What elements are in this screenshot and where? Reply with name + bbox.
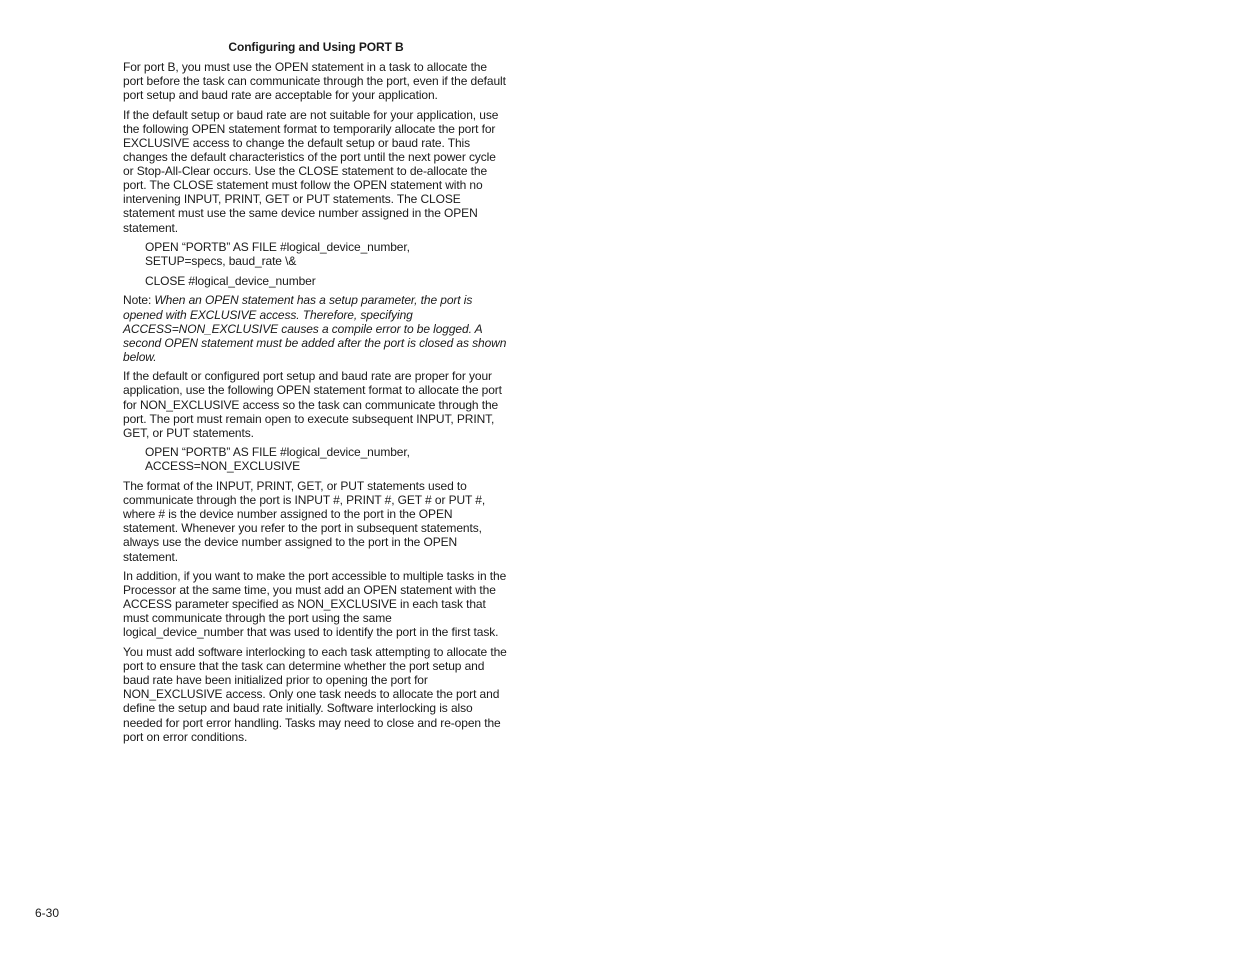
paragraph-portb-intro: For port B, you must use the OPEN statement in a task to allocate the port before the task can communicate through the port, even if the default port setup and baud rate are acceptable for your application.	[123, 60, 506, 103]
paragraph-software-interlocking: You must add software interlocking to each task attempting to allocate the port to ensure that the task can determine whether the port setup and baud rate have been initialized prior to opening the port for NON_EXCLUSIVE access. Only one task needs to allocate the port and define the setup and baud rate initially. Software interlocking is also needed for port error handling. Tasks may need to close and re-open the port on error conditions.	[123, 645, 507, 744]
paragraph-statement-format: The format of the INPUT, PRINT, GET, or PUT statements used to communicate through the port is INPUT #, PRINT #, GET # or PUT #, where # is the device number assigned to the port in the OPEN statement. Whenever you refer to the port in subsequent statements, always use the device number assigned to the port in the OPEN statement.	[123, 479, 486, 564]
note-label: Note:	[123, 293, 155, 308]
code-line: OPEN “PORTB” AS FILE #logical_device_number,	[145, 240, 410, 255]
page-number: 6-30	[35, 906, 60, 920]
section-heading: Configuring and Using PORT B	[228, 40, 404, 54]
code-open-nonexclusive	[145, 445, 509, 473]
code-line: ACCESS=NON_EXCLUSIVE	[145, 459, 301, 474]
paragraph-multiple-tasks: In addition, if you want to make the port accessible to multiple tasks in the Processor at the same time, you must add an OPEN statement with the ACCESS parameter specified as NON_EXCLUSIVE in each task that must communicate through the port using the same logical_device_number that was used to identify the port in the first task.	[123, 569, 507, 640]
paragraph-exclusive-access: If the default setup or baud rate are not suitable for your application, use the following OPEN statement format to temporarily allocate the port for EXCLUSIVE access to change the default setup or baud rate. This changes the default characteristics of the port until the next power cycle or Stop-All-Clear occurs. Use the CLOSE statement to de-allocate the port. The CLOSE statement must follow the OPEN statement with no intervening INPUT, PRINT, GET or PUT statements. The CLOSE statement must use the same device number assigned in the OPEN statement.	[123, 107, 499, 235]
note-paragraph	[123, 293, 509, 363]
code-line: SETUP=specs, baud_rate \&	[145, 254, 297, 269]
code-line: CLOSE #logical_device_number	[145, 273, 316, 288]
note-text: When an OPEN statement has a setup parameter, the port is opened with EXCLUSIVE access. Therefore, specifying ACCESS=NON_EXCLUSIVE causes a compile error to be logged. A second OPEN statement must be added after the port is closed as shown below.	[123, 293, 507, 364]
page-column	[123, 40, 509, 749]
code-close	[145, 274, 509, 288]
paragraph-non-exclusive-access: If the default or configured port setup and baud rate are proper for your application, use the following OPEN statement format to allocate the port for NON_EXCLUSIVE access so the task can communicate through the port. The port must remain open to execute subsequent INPUT, PRINT, GET, or PUT statements.	[123, 369, 502, 440]
code-line: OPEN “PORTB” AS FILE #logical_device_number,	[145, 445, 410, 460]
code-open-exclusive	[145, 240, 509, 268]
